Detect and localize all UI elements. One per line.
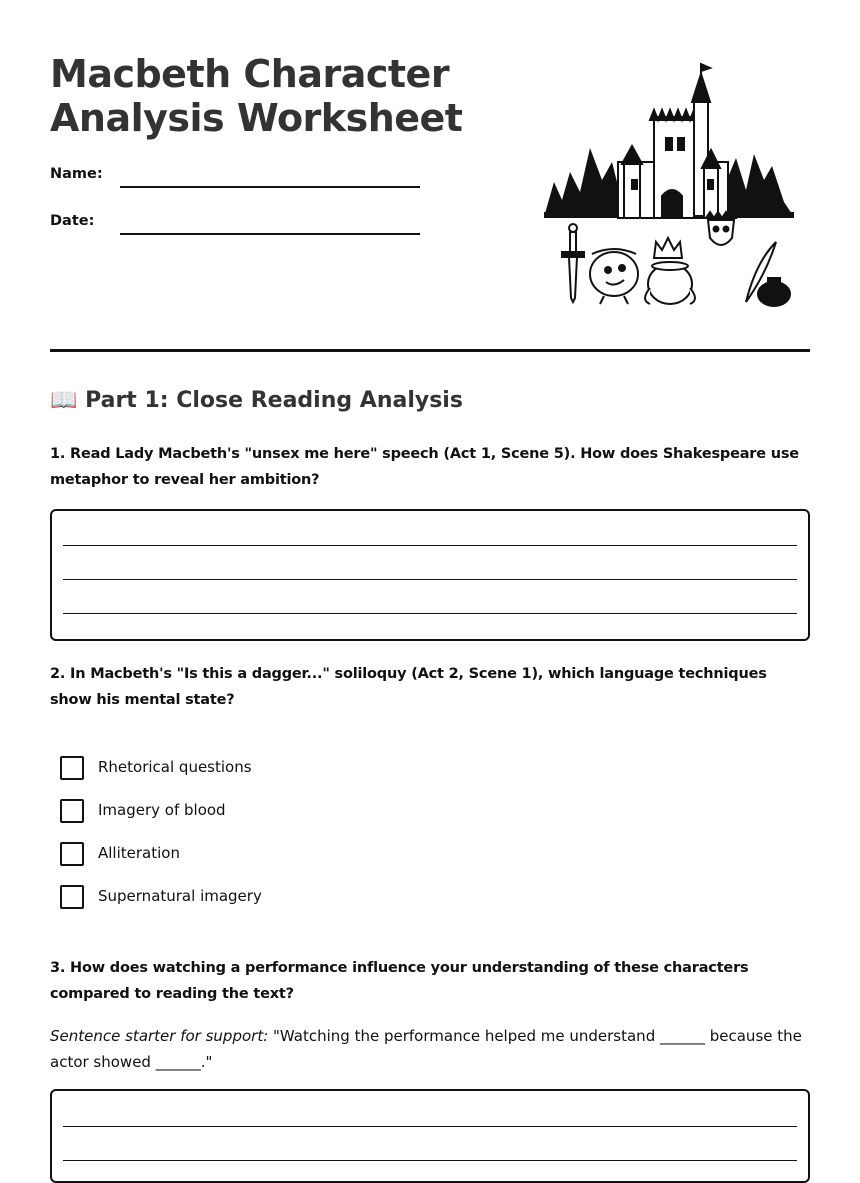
option-label: Imagery of blood [98,801,226,819]
part1-heading [50,388,463,413]
book-icon: 📖 [50,388,78,413]
mask-icon [706,212,736,245]
question-3: 3. How does watching a performance influence your understanding of these characters compared to reading the text? [50,960,749,1002]
checkbox[interactable] [60,842,84,866]
name-field[interactable] [50,166,420,196]
question-2: 2. In Macbeth's "Is this a dagger..." soliloquy (Act 2, Scene 1), which language techniques show his mental state? [50,666,767,708]
macbeth-illustration [540,62,802,312]
option-label: Supernatural imagery [98,887,262,905]
checkbox[interactable] [60,885,84,909]
date-line[interactable] [120,233,420,235]
date-field[interactable] [50,213,420,243]
dagger-icon [562,224,584,302]
name-line[interactable] [120,186,420,188]
checkbox[interactable] [60,799,84,823]
part1-heading-text: Part 1: Close Reading Analysis [85,388,463,413]
answer-line [63,545,797,546]
header-divider [50,349,810,352]
worksheet-title [50,52,462,140]
pot-icon [645,262,695,304]
sentence-starter-label: Sentence starter for support: [50,1027,269,1045]
name-label: Name: [50,166,103,182]
answer-line [63,613,797,614]
cauldron-icon [590,249,638,304]
date-label: Date: [50,213,95,229]
ink-pot-icon [758,278,790,306]
answer-line [63,579,797,580]
option-label: Rhetorical questions [98,758,252,776]
answer-box-3[interactable] [50,1089,810,1183]
option-label: Alliteration [98,844,180,862]
title-line-2: Analysis Worksheet [50,96,463,140]
answer-box-1[interactable] [50,509,810,641]
castle-icon [618,64,728,218]
crown-icon [654,238,682,258]
question-1: 1. Read Lady Macbeth's "unsex me here" speech (Act 1, Scene 5). How does Shakespeare use metaphor to reveal her ambition? [50,446,799,488]
title-line-1: Macbeth Character [50,52,450,96]
sentence-starter-text: "Watching the performance helped me understand ______ because the actor showed ______." [50,1027,802,1071]
answer-line [63,1126,797,1127]
sentence-starter [50,1023,810,1075]
checkbox[interactable] [60,756,84,780]
